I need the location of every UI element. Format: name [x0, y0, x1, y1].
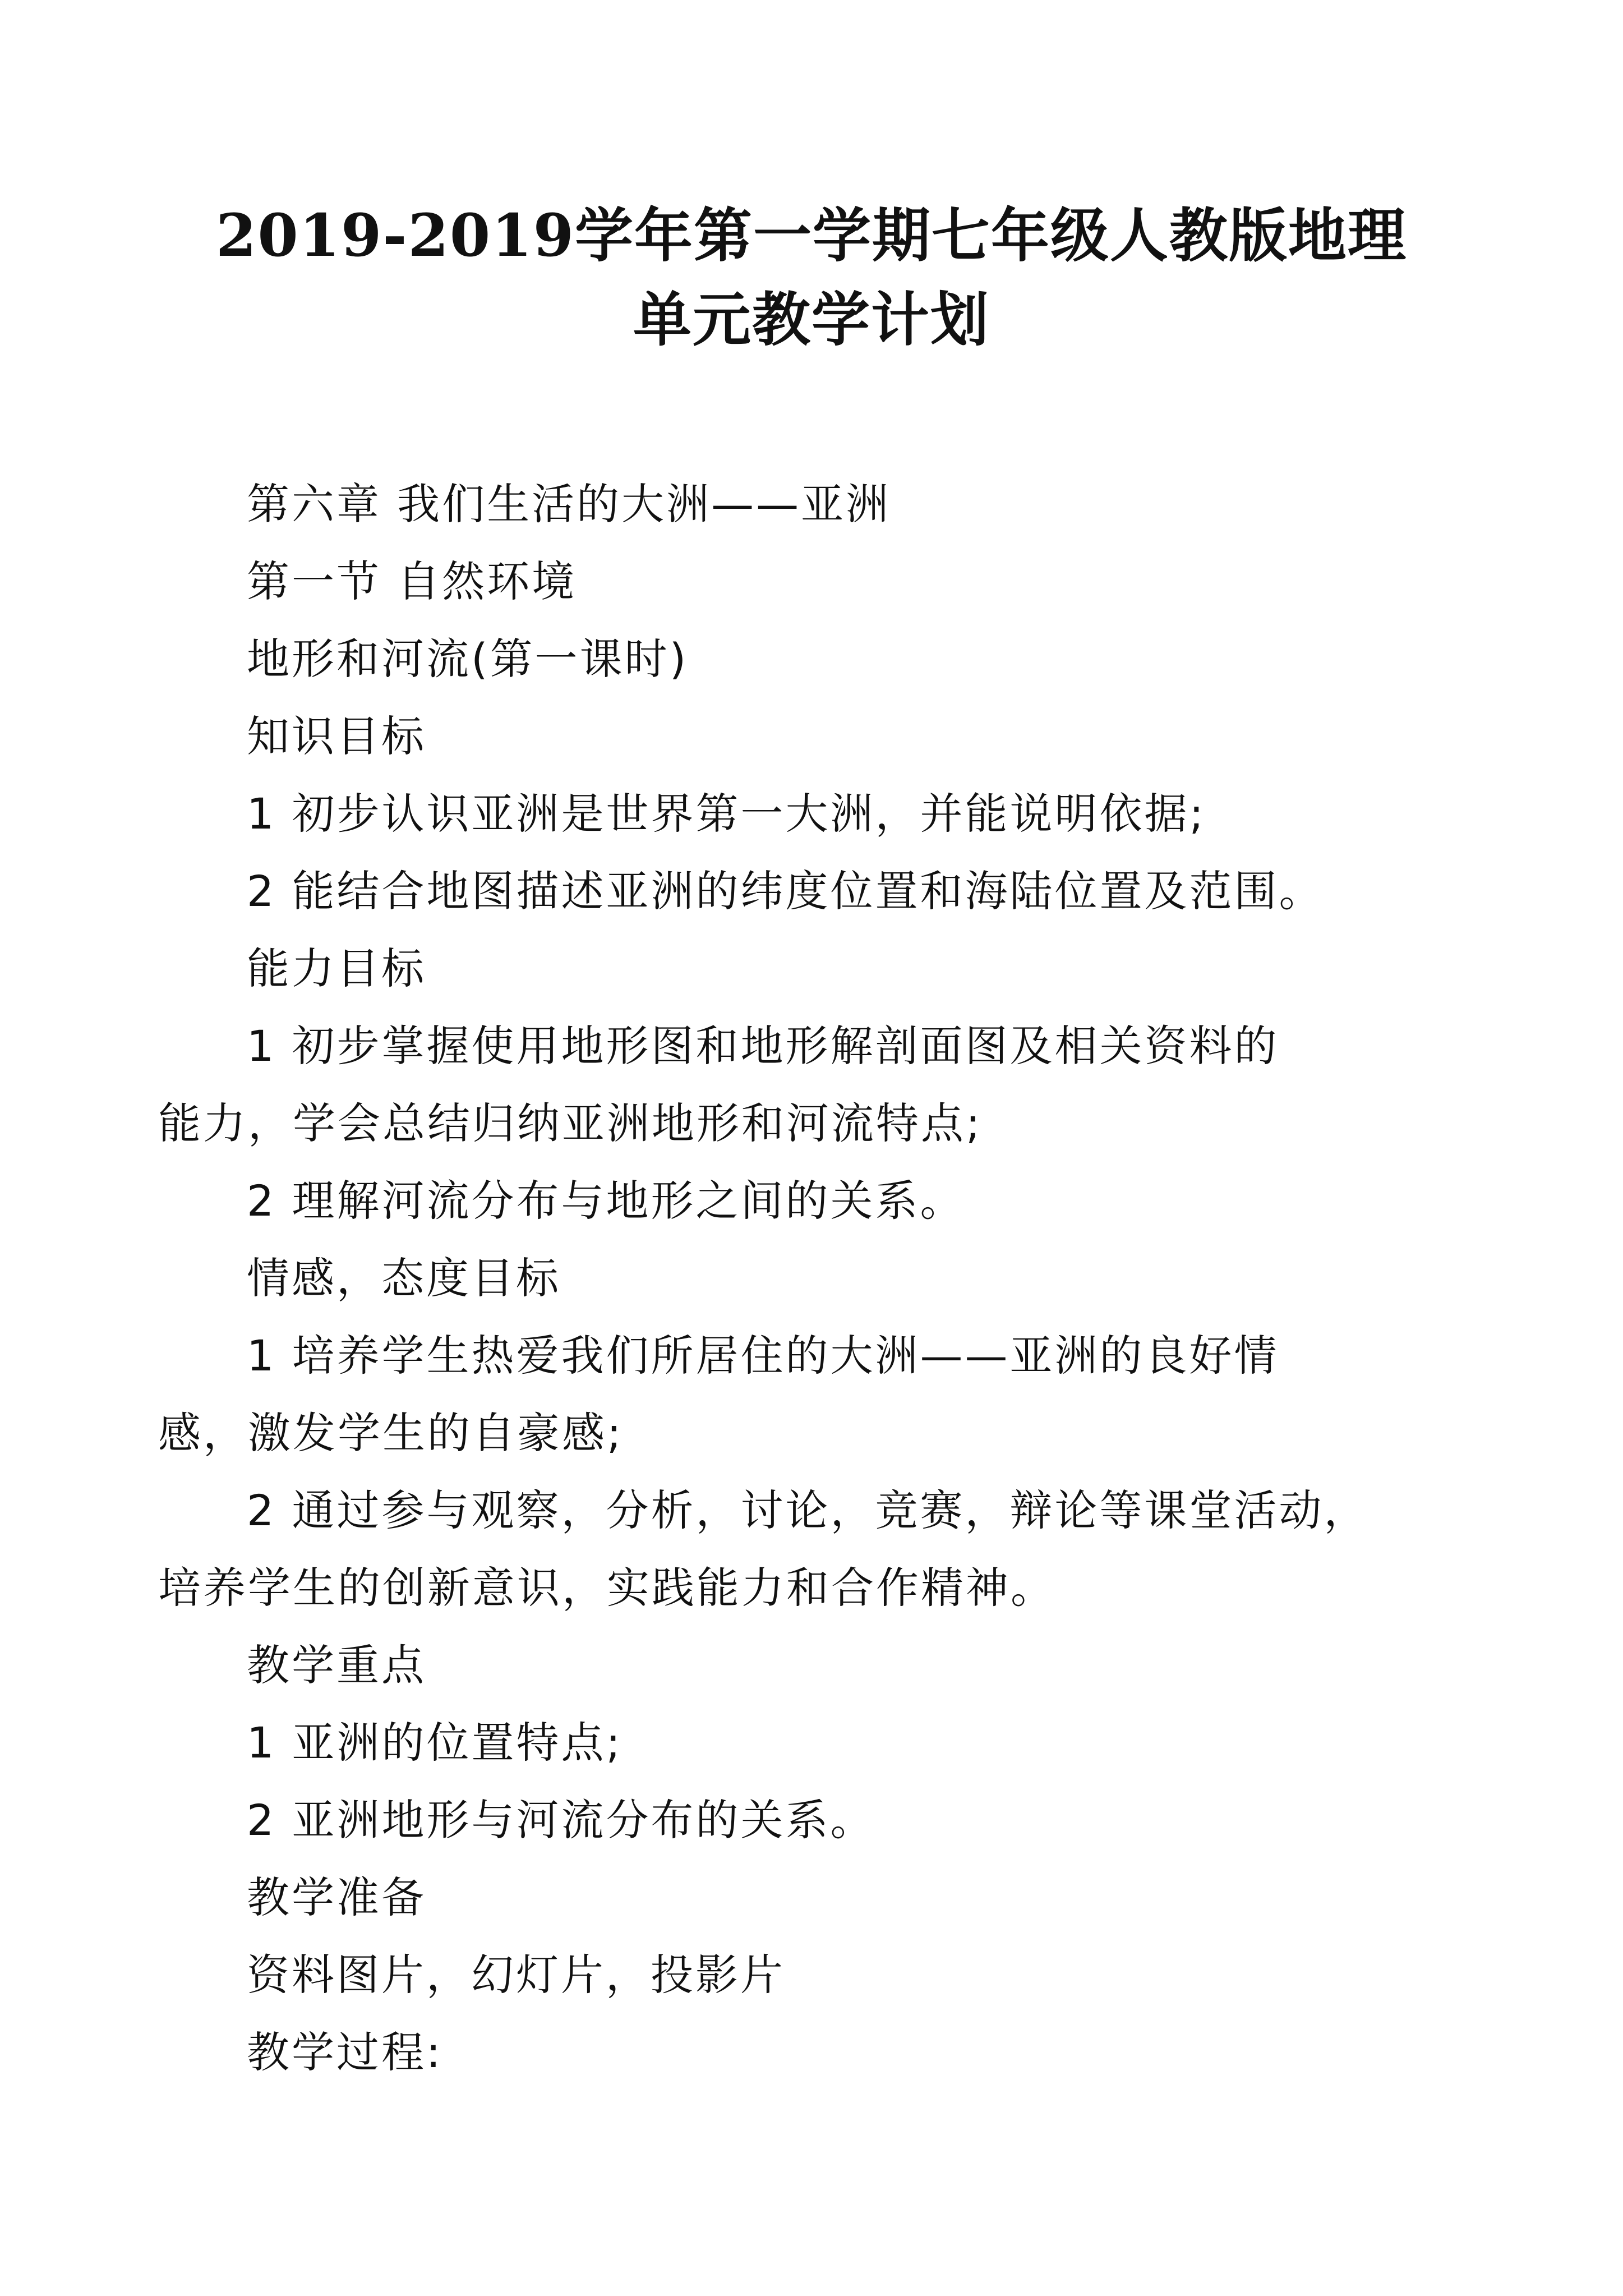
document-body — [158, 466, 1387, 2091]
body-line: 地形和河流(第一课时) — [247, 634, 689, 684]
body-line: 教学过程: — [247, 2027, 443, 2077]
body-line: 1 亚洲的位置特点; — [247, 1718, 623, 1768]
body-line: 教学重点 — [247, 1640, 426, 1690]
body-line: 教学准备 — [247, 1872, 426, 1922]
title-line-2: 单元教学计划 — [633, 285, 990, 354]
body-line: 感，激发学生的自豪感; — [158, 1408, 624, 1458]
body-line: 知识目标 — [247, 711, 426, 761]
document-title — [213, 194, 1410, 362]
body-line: 资料图片，幻灯片，投影片 — [247, 1950, 785, 2000]
body-line: 培养学生的创新意识，实践能力和合作精神。 — [158, 1563, 1055, 1613]
body-line: 2 理解河流分布与地形之间的关系。 — [247, 1176, 965, 1226]
body-line: 能力目标 — [247, 944, 426, 993]
body-line: 2 亚洲地形与河流分布的关系。 — [247, 1795, 875, 1845]
body-line: 情感，态度目标 — [247, 1253, 561, 1303]
body-line: 1 初步认识亚洲是世界第一大洲，并能说明依据; — [247, 789, 1206, 839]
body-line: 2 能结合地图描述亚洲的纬度位置和海陆位置及范围。 — [247, 866, 1324, 916]
body-line: 1 初步掌握使用地形图和地形解剖面图及相关资料的 — [247, 1021, 1279, 1071]
body-line: 第一节 自然环境 — [247, 556, 577, 606]
body-line: 能力，学会总结归纳亚洲地形和河流特点; — [158, 1098, 983, 1148]
body-line: 1 培养学生热爱我们所居住的大洲——亚洲的良好情 — [247, 1331, 1279, 1381]
body-line: 2 通过参与观察，分析，讨论，竞赛，辩论等课堂活动， — [247, 1485, 1369, 1535]
title-line-1: 2019-2019学年第一学期七年级人教版地理 — [215, 201, 1408, 270]
body-line: 第六章 我们生活的大洲——亚洲 — [247, 479, 891, 529]
